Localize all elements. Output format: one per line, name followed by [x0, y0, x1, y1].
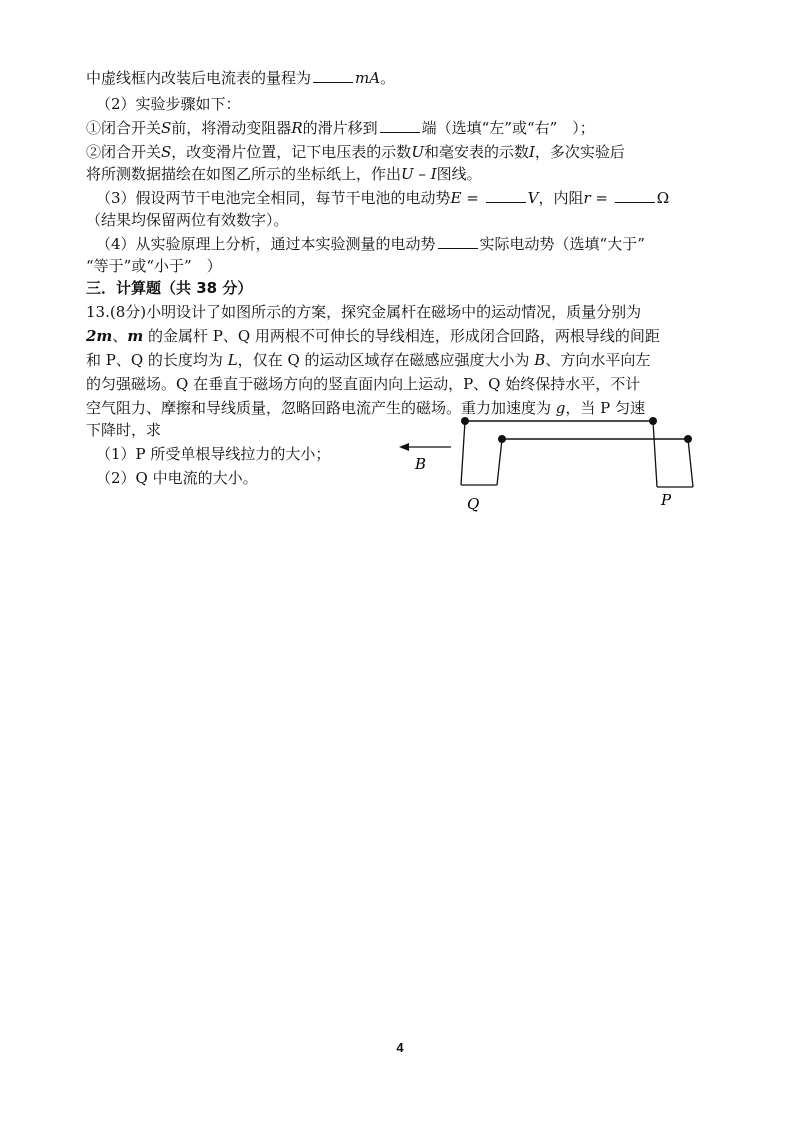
label-B: B [415, 455, 427, 473]
text-line: （2）实验步骤如下： [96, 95, 241, 113]
text: ，内阻 [538, 189, 584, 207]
text-line [86, 164, 482, 184]
answer-blank[interactable] [438, 234, 478, 249]
text: ，多次实验后 [534, 143, 625, 161]
sub-question: （1）P 所受单根导线拉力的大小； [96, 445, 331, 463]
unit: mA [355, 69, 381, 87]
question-line: 的匀强磁场。Q 在垂直于磁场方向的竖直面内向上运动，P、Q 始终保持水平，不计 [86, 375, 641, 393]
answer-blank[interactable] [380, 118, 420, 133]
label-P: P [661, 491, 672, 509]
text: 将所测数据描绘在如图乙所示的坐标纸上，作出 [86, 165, 402, 183]
symbol: m [127, 327, 144, 345]
rod-P-edge [653, 421, 657, 487]
symbol: U – I [401, 165, 437, 183]
text: 和毫安表的示数 [423, 143, 529, 161]
symbol: R [291, 119, 303, 137]
rod-Q-edge [497, 439, 502, 485]
text: （3）假设两节干电池完全相同，每节干电池的电动势 [96, 189, 451, 207]
text: ，改变滑片位置，记下电压表的示数 [171, 143, 412, 161]
sub-question: （2）Q 中电流的大小。 [96, 469, 258, 487]
text: ，当 P 匀速 [565, 399, 646, 417]
symbol: 2m [86, 327, 113, 345]
answer-blank[interactable] [486, 188, 526, 203]
symbol: U [411, 143, 424, 161]
section-heading: 三．计算题（共 38 分） [86, 279, 253, 297]
answer-blank[interactable] [615, 188, 655, 203]
unit: Ω [656, 189, 670, 207]
text: 、 [112, 327, 128, 345]
circuit-figure [395, 405, 715, 520]
text: 空气阻力、摩擦和导线质量，忽略回路电流产生的磁场。重力加速度为 [86, 399, 556, 417]
question-line [86, 326, 660, 346]
text: ，仅在 Q 的运动区域存在磁感应强度大小为 [237, 351, 535, 369]
label-Q: Q [467, 495, 480, 513]
symbol: g [555, 399, 566, 417]
text-line [86, 142, 625, 162]
symbol: S [161, 119, 172, 137]
text: 实际电动势（选填“大于” [479, 235, 645, 253]
text: 图线。 [436, 165, 482, 183]
text-line [86, 118, 595, 138]
text: = [590, 189, 613, 207]
question-line [86, 350, 650, 370]
text-line: （结果均保留两位有效数字）。 [86, 211, 289, 229]
symbol: I [528, 143, 535, 161]
arrow-head-icon [399, 443, 409, 451]
text-line [96, 234, 645, 254]
text: 、方向水平向左 [545, 351, 651, 369]
text: 端（选填“左”或“右” ）； [421, 119, 595, 137]
symbol: r [583, 189, 591, 207]
question-line: 13.(8分)小明设计了如图所示的方案，探究金属杆在磁场中的运动情况，质量分别为 [86, 303, 642, 321]
answer-blank[interactable] [313, 68, 353, 83]
text: 。 [380, 69, 396, 87]
symbol: B [534, 351, 546, 369]
symbol: S [161, 143, 172, 161]
text: 前，将滑动变阻器 [171, 119, 292, 137]
text: 的金属杆 P、Q 用两根不可伸长的导线相连，形成闭合回路，两根导线的间距 [143, 327, 660, 345]
text: ②闭合开关 [86, 143, 162, 161]
unit: V [527, 189, 539, 207]
text: = [461, 189, 484, 207]
text: ①闭合开关 [86, 119, 162, 137]
text-line [86, 68, 395, 88]
text-line: “等于”或“小于” ） [86, 257, 222, 275]
rod-P-edge [688, 439, 693, 487]
rod-Q-edge [461, 421, 465, 485]
text: 的滑片移到 [302, 119, 378, 137]
symbol: L [227, 351, 238, 369]
text: （4）从实验原理上分析，通过本实验测量的电动势 [96, 235, 436, 253]
text: 和 P、Q 的长度均为 [86, 351, 228, 369]
page-number: 4 [396, 1040, 404, 1055]
text-line [96, 188, 669, 208]
text: 中虚线框内改装后电流表的量程为 [86, 69, 312, 87]
symbol: E [450, 189, 462, 207]
question-line: 下降时，求 [86, 421, 162, 439]
